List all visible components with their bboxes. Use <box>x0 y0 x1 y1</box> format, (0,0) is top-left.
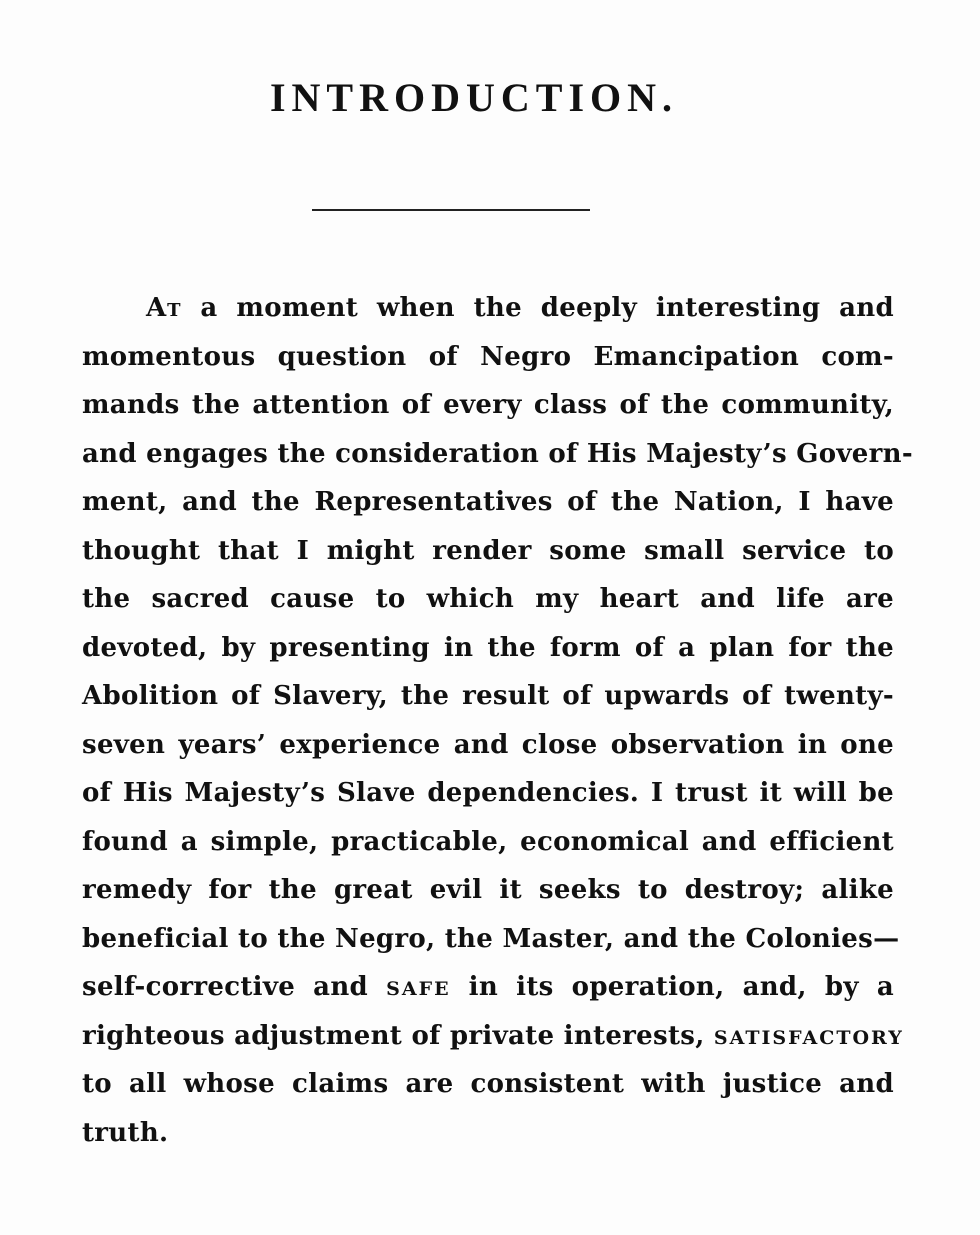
paragraph-line: devoted, by presenting in the form of a plan for the <box>82 632 894 663</box>
introduction-paragraph <box>82 284 913 1157</box>
paragraph-line: to all whose claims are consistent with justice and <box>82 1069 894 1099</box>
paragraph-line: beneficial to the Negro, the Master, and the Colonies— <box>82 923 900 954</box>
paragraph-line: thought that I might render some small service to <box>82 535 894 566</box>
page-title: INTRODUCTION. <box>269 75 679 120</box>
paragraph-line: the sacred cause to which my heart and life are <box>82 584 894 614</box>
paragraph-line: and engages the consideration of His Majesty’s Govern- <box>82 438 913 469</box>
paragraph-line: seven years’ experience and close observation in one <box>82 729 894 760</box>
small-caps-emphasis: SAFE <box>386 978 451 1000</box>
small-caps-emphasis: SATISFACTORY <box>713 1026 904 1049</box>
drop-small-caps-opening: At <box>146 293 182 323</box>
paragraph-line: self-corrective and SAFE in its operation, and, by a <box>82 972 894 1002</box>
paragraph-line: momentous question of Negro Emancipation com- <box>82 341 894 372</box>
paragraph-line: Abolition of Slavery, the result of upwards of twenty- <box>82 681 894 711</box>
paragraph-line: remedy for the great evil it seeks to destroy; alike <box>82 875 894 905</box>
paragraph-line: ment, and the Representatives of the Nation, I have <box>82 487 894 517</box>
paragraph-line: mands the attention of every class of the community, <box>82 390 894 420</box>
paragraph-line: found a simple, practicable, economical and efficient <box>82 826 894 857</box>
paragraph-line: righteous adjustment of private interests, SATISFACTORY <box>82 1020 904 1051</box>
paragraph-line: of His Majesty’s Slave dependencies. I trust it will be <box>82 778 894 808</box>
paragraph-line: At a moment when the deeply interesting and <box>146 293 894 323</box>
title-divider <box>312 209 590 211</box>
paragraph-line: truth. <box>82 1117 169 1148</box>
